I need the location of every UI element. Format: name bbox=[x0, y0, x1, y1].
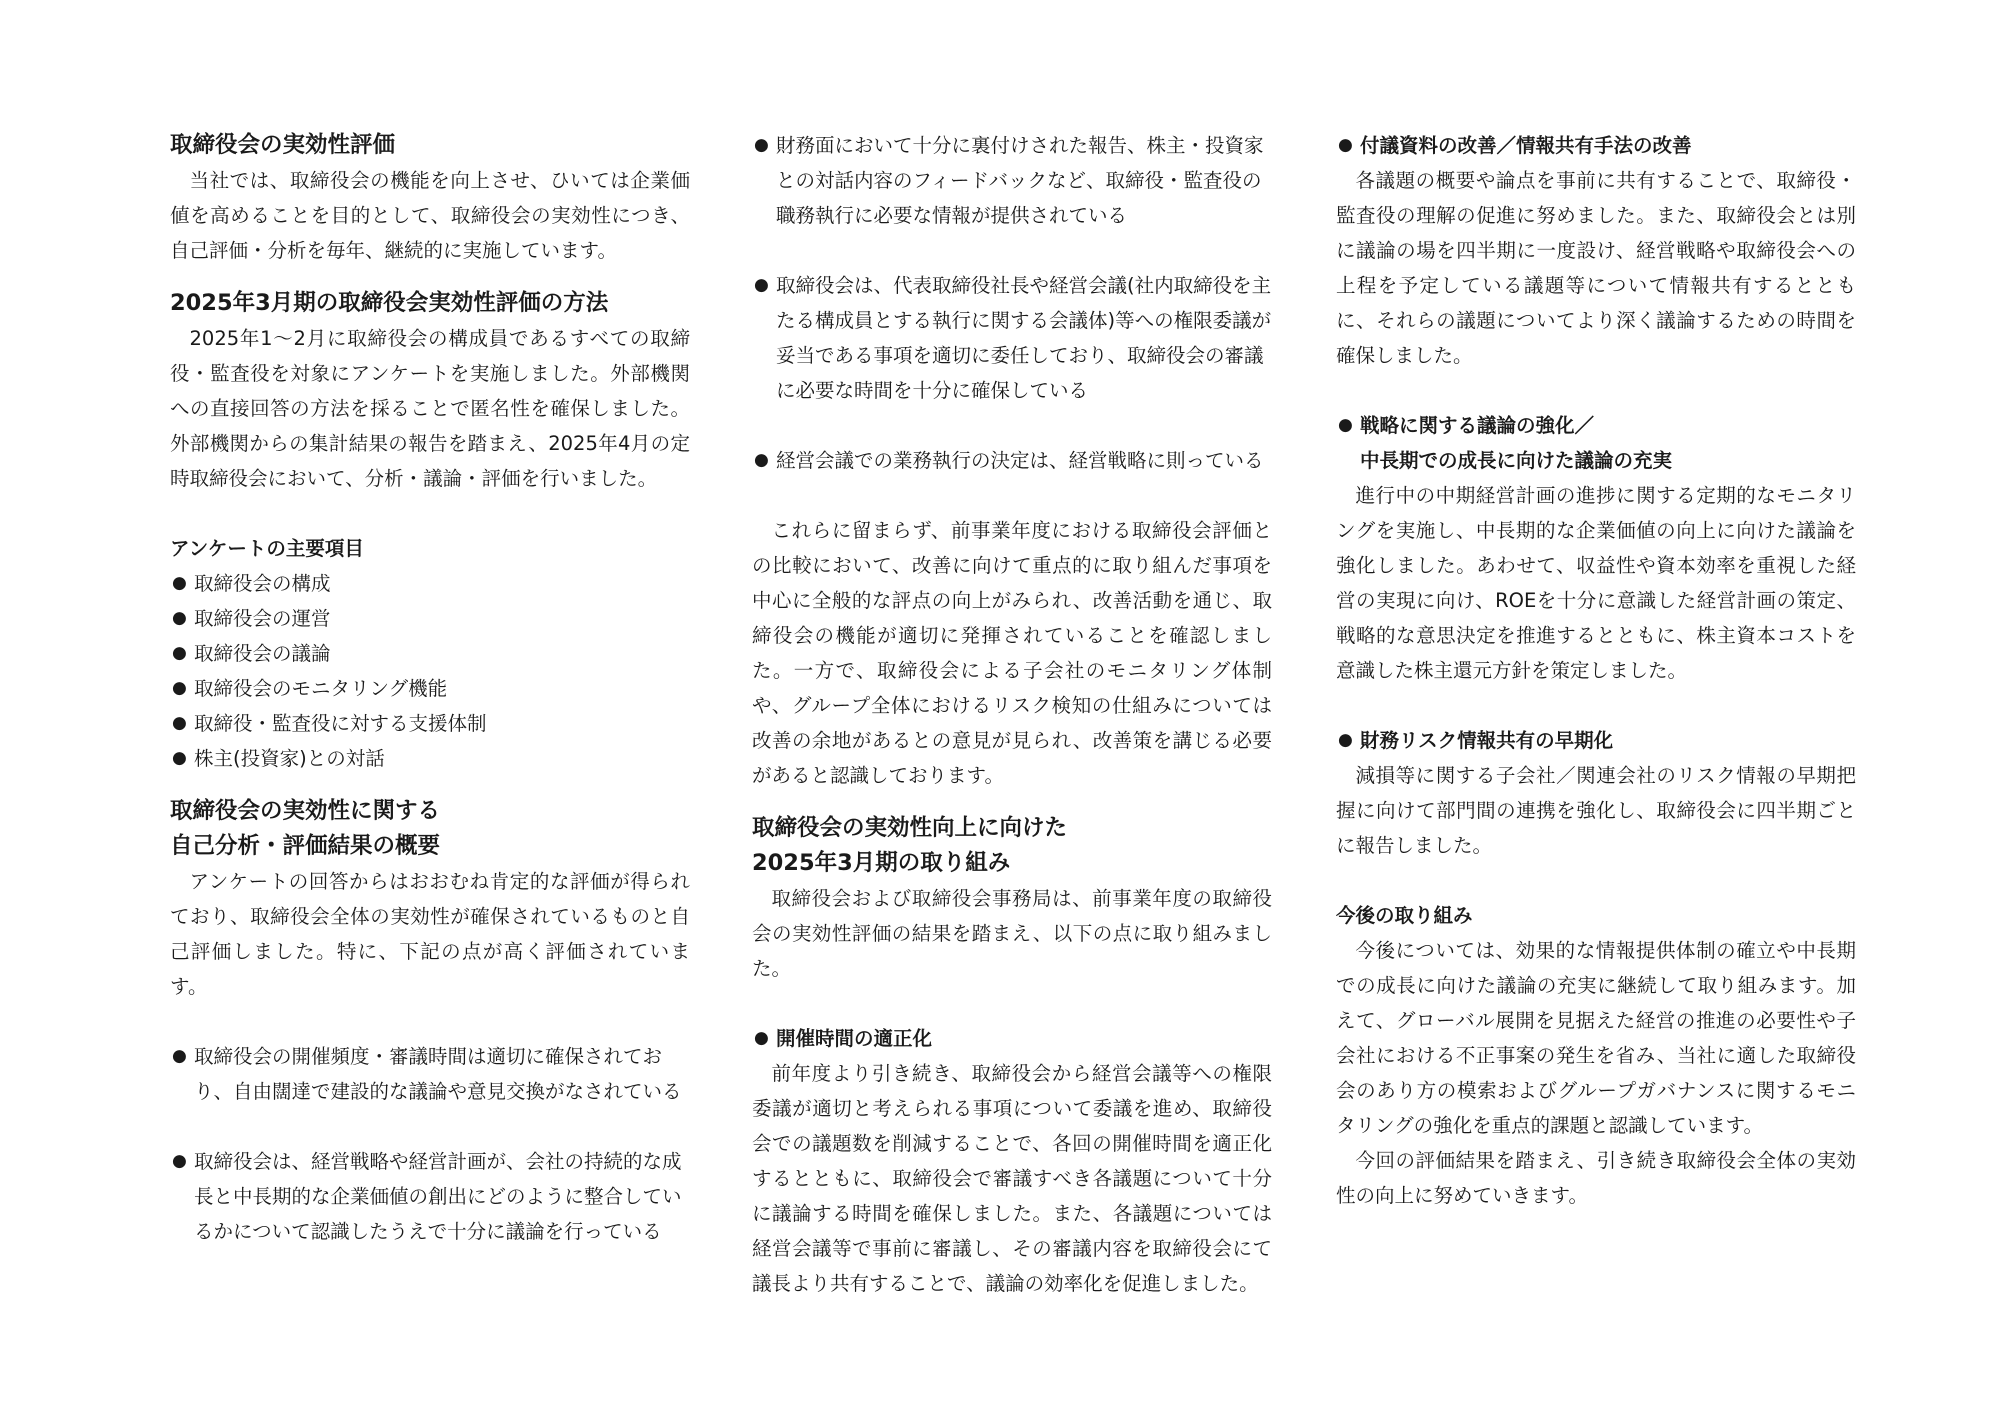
subheading-meeting-time: ● 開催時間の適正化 bbox=[752, 1021, 1272, 1056]
section-title-self-analysis-2: 自己分析・評価結果の概要 bbox=[170, 833, 441, 859]
list-item: ● 株主(投資家)との対話 bbox=[170, 741, 690, 776]
bullet-icon: ● bbox=[172, 643, 187, 663]
bullet-icon: ● bbox=[172, 748, 187, 768]
list-item: ● 取締役・監査役に対する支援体制 bbox=[170, 706, 690, 741]
body-materials: 各議題の概要や論点を事前に共有することで、取締役・監査役の理解の促進に努めました。また、取締役会とは別に議論の場を四半期に一度設け、経営戦略や取締役会への上程を予定している議題等について情報共有するとともに、それらの議題についてより深く議論するための時間を確保しました。 bbox=[1336, 169, 1856, 367]
body-future-2: 今回の評価結果を踏まえ、引き続き取締役会全体の実効性の向上に努めていきます。 bbox=[1336, 1149, 1856, 1207]
list-item: ● 取締役会は、経営戦略や経営計画が、会社の持続的な成長と中長期的な企業価値の創出にどのように整合しているかについて認識したうえで十分に議論を行っている bbox=[170, 1144, 690, 1249]
bullet-icon: ● bbox=[754, 450, 769, 470]
bullet-icon: ● bbox=[172, 713, 187, 733]
list-item: ● 取締役会は、代表取締役社長や経営会議(社内取締役を主たる構成員とする執行に関する会議体)等への権限委議が妥当である事項を適切に委任しており、取締役会の審議に必要な時間を十分に確保している bbox=[752, 268, 1272, 408]
list-item: ● 財務面において十分に裏付けされた報告、株主・投資家との対話内容のフィードバックなど、取締役・監査役の職務執行に必要な情報が提供されている bbox=[752, 128, 1272, 233]
evaluation-bullets bbox=[752, 268, 1272, 408]
bullet-icon: ● bbox=[172, 1151, 187, 1171]
list-item: ● 取締役会の議論 bbox=[170, 636, 690, 671]
evaluation-bullets bbox=[752, 443, 1272, 478]
bullet-icon: ● bbox=[172, 573, 187, 593]
body-strategy: 進行中の中期経営計画の進捗に関する定期的なモニタリングを実施し、中長期的な企業価値の向上に向けた議論を強化しました。あわせて、収益性や資本効率を重視した経営の実現に向け、ROEを十分に意識した経営計画の策定、戦略的な意思決定を推進するとともに、株主資本コストを意識した株主還元方針を策定しました。 bbox=[1336, 484, 1856, 682]
subheading-strategy: ● 戦略に関する議論の強化／ 中長期での成長に向けた議論の充実 bbox=[1336, 408, 1856, 478]
body-meeting-time: 前年度より引き続き、取締役会から経営会議等への権限委議が適切と考えられる事項について委議を進め、取締役会での議題数を削減することで、各回の開催時間を適正化するとともに、取締役会で審議すべき各議題について十分に議論する時間を確保しました。また、各議題については経営会議等で事前に審議し、その審議内容を取締役会にて議長より共有することで、議論の効率化を促進しました。 bbox=[752, 1062, 1272, 1295]
subheading-materials: ● 付議資料の改善／情報共有手法の改善 bbox=[1336, 128, 1856, 163]
bullet-icon: ● bbox=[172, 678, 187, 698]
survey-item-list bbox=[170, 566, 690, 776]
section-title-survey-items: アンケートの主要項目 bbox=[170, 537, 364, 560]
section-body-initiatives: 取締役会および取締役会事務局は、前事業年度の取締役会の実効性評価の結果を踏まえ、以下の点に取り組みました。 bbox=[752, 887, 1272, 980]
column-2 bbox=[752, 128, 1272, 1301]
bullet-icon: ● bbox=[754, 275, 769, 295]
section-title-evaluation: 取締役会の実効性評価 bbox=[170, 132, 396, 158]
list-item: ● 取締役会の運営 bbox=[170, 601, 690, 636]
section-body-evaluation: 当社では、取締役会の機能を向上させ、ひいては企業価値を高めることを目的として、取締役会の実効性につき、自己評価・分析を毎年、継続的に実施しています。 bbox=[170, 169, 690, 262]
list-item: ● 取締役会の開催頻度・審議時間は適切に確保されており、自由闊達で建設的な議論や意見交換がなされている bbox=[170, 1039, 690, 1109]
list-item: ● 経営会議での業務執行の決定は、経営戦略に則っている bbox=[752, 443, 1272, 478]
body-future-1: 今後については、効果的な情報提供体制の確立や中長期での成長に向けた議論の充実に継続して取り組みます。加えて、グローバル展開を見据えた経営の推進の必要性や子会社における不正事案の発生を省み、当社に適した取締役会のあり方の模索およびグループガバナンスに関するモニタリングの強化を重点的課題と認識しています。 bbox=[1336, 939, 1856, 1137]
list-item: ● 取締役会の構成 bbox=[170, 566, 690, 601]
section-body-comparison: これらに留まらず、前事業年度における取締役会評価との比較において、改善に向けて重点的に取り組んだ事項を中心に全般的な評点の向上がみられ、改善活動を通じ、取締役会の機能が適切に発揮されていることを確認しました。一方で、取締役会による子会社のモニタリング体制や、グループ全体におけるリスク検知の仕組みについては改善の余地があるとの意見が見られ、改善策を講じる必要があると認識しております。 bbox=[752, 519, 1272, 787]
subheading-financial-risk: ● 財務リスク情報共有の早期化 bbox=[1336, 723, 1856, 758]
section-title-method: 2025年3月期の取締役会実効性評価の方法 bbox=[170, 290, 609, 316]
bullet-icon: ● bbox=[754, 135, 769, 155]
section-title-self-analysis-1: 取締役会の実効性に関する bbox=[170, 798, 441, 824]
section-title-initiatives-1: 取締役会の実効性向上に向けた bbox=[752, 815, 1068, 841]
evaluation-bullets bbox=[170, 1144, 690, 1249]
column-1 bbox=[170, 128, 690, 1249]
bullet-icon: ● bbox=[1338, 415, 1353, 435]
evaluation-bullets bbox=[170, 1039, 690, 1109]
bullet-icon: ● bbox=[172, 608, 187, 628]
bullet-icon: ● bbox=[172, 1046, 187, 1066]
bullet-icon: ● bbox=[754, 1028, 769, 1048]
evaluation-bullets bbox=[752, 128, 1272, 233]
section-title-future: 今後の取り組み bbox=[1336, 904, 1473, 927]
section-title-initiatives-2: 2025年3月期の取り組み bbox=[752, 850, 1011, 876]
bullet-icon: ● bbox=[1338, 730, 1353, 750]
section-body-method: 2025年1〜2月に取締役会の構成員であるすべての取締役・監査役を対象にアンケートを実施しました。外部機関への直接回答の方法を採ることで匿名性を確保しました。外部機関からの集計結果の報告を踏まえ、2025年4月の定時取締役会において、分析・議論・評価を行いました。 bbox=[170, 327, 690, 490]
list-item: ● 取締役会のモニタリング機能 bbox=[170, 671, 690, 706]
section-body-self-analysis: アンケートの回答からはおおむね肯定的な評価が得られており、取締役会全体の実効性が確保されているものと自己評価しました。特に、下記の点が高く評価されています。 bbox=[170, 870, 690, 998]
bullet-icon: ● bbox=[1338, 135, 1353, 155]
body-financial-risk: 減損等に関する子会社／関連会社のリスク情報の早期把握に向けて部門間の連携を強化し、取締役会に四半期ごとに報告しました。 bbox=[1336, 764, 1856, 857]
column-3 bbox=[1336, 128, 1856, 1213]
